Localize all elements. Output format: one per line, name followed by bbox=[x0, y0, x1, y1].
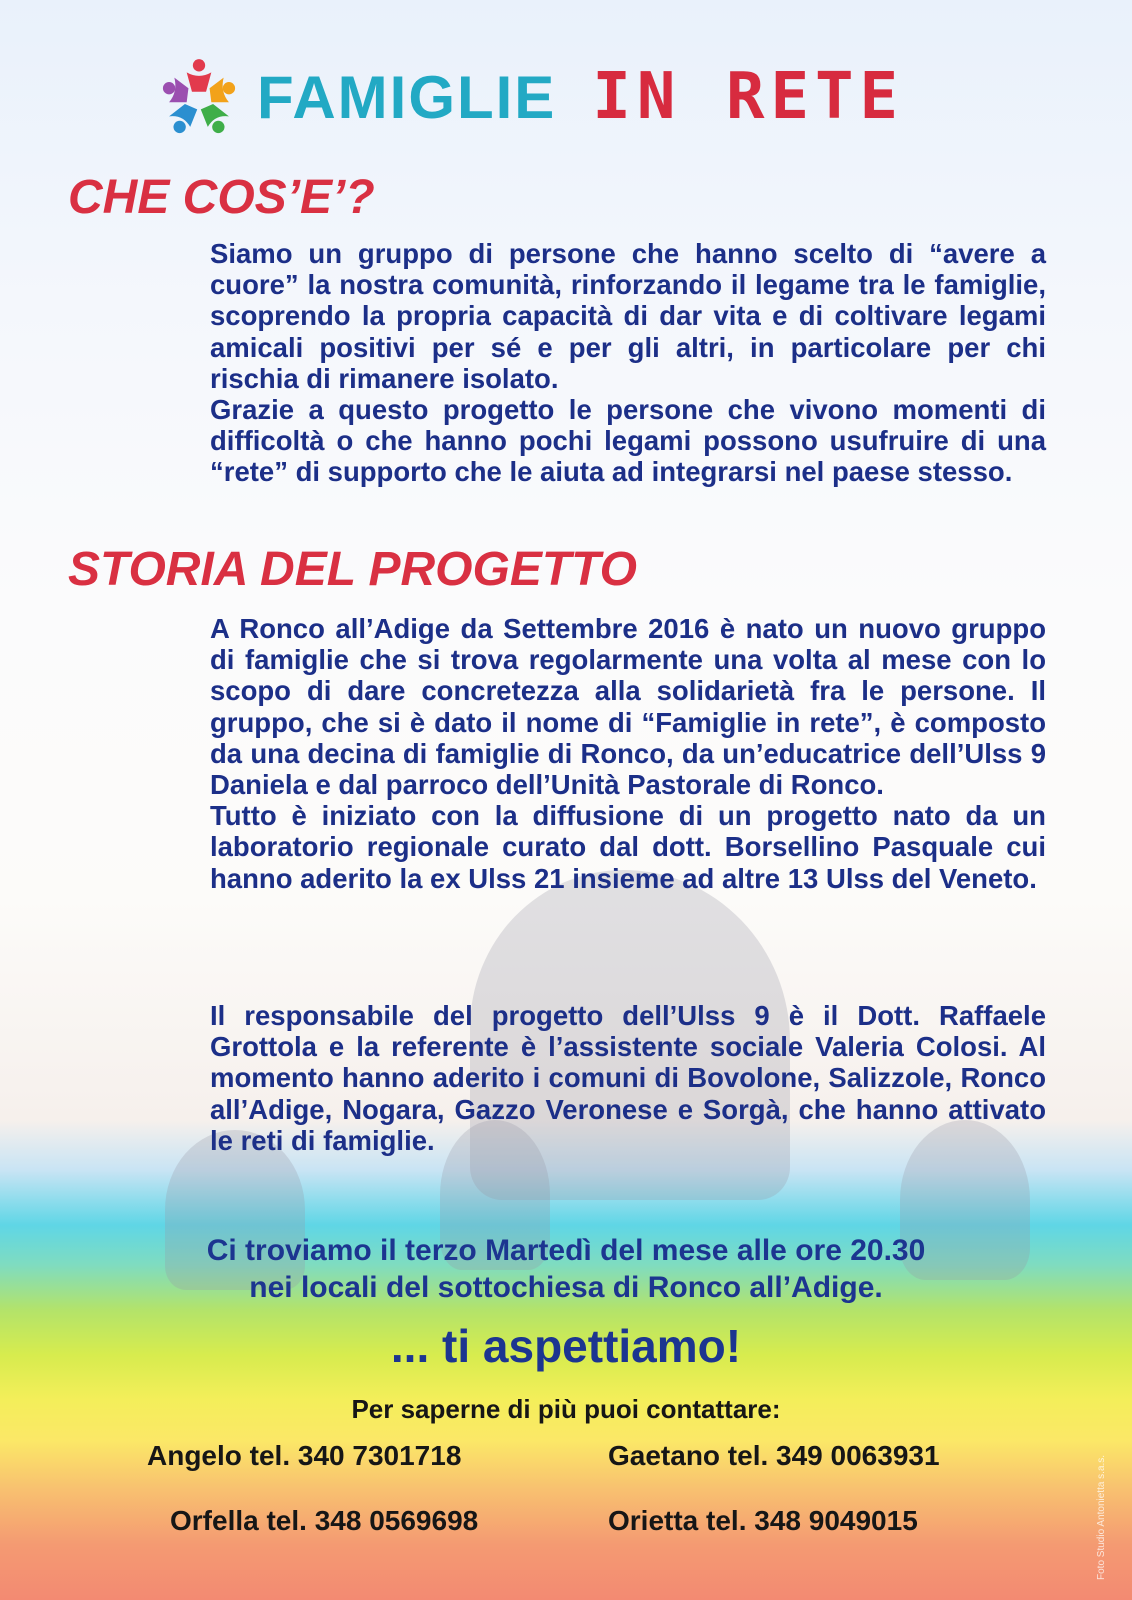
brand-name-in-rete: IN RETE bbox=[592, 60, 905, 134]
brand-header bbox=[155, 52, 975, 142]
section-body-storia bbox=[210, 613, 1046, 894]
section-heading-che-cose: CHE COS’E’? bbox=[68, 171, 375, 224]
contacts-title: Per saperne di più puoi contattare: bbox=[351, 1394, 781, 1424]
contact-orietta: Orietta tel. 348 9049015 bbox=[608, 1505, 918, 1536]
contact-orfella: Orfella tel. 348 0569698 bbox=[170, 1505, 479, 1536]
paragraph: Grazie a questo progetto le persone che vivono momenti di difficoltà o che hanno pochi legami possono usufruire di una “rete” di supporto che le aiuta ad integrarsi nel paese stesso. bbox=[210, 394, 1046, 488]
meeting-invite: ... ti aspettiamo! bbox=[390, 1320, 742, 1372]
contact-gaetano: Gaetano tel. 349 0063931 bbox=[608, 1440, 940, 1471]
paragraph: Tutto è iniziato con la diffusione di un progetto nato da un laboratorio regionale curato dal dott. Borsellino Pasquale cui hanno aderito la ex Ulss 21 insieme ad altre 13 Ulss del Veneto. bbox=[210, 800, 1046, 894]
paragraph: Siamo un gruppo di persone che hanno scelto di “avere a cuore” la nostra comunità, rinforzando il legame tra le famiglie, scoprendo la propria capacità di dar vita e di coltivare legami amicali positivi per sé e per gli altri, in particolare per chi rischia di rimanere isolato. bbox=[210, 238, 1046, 394]
contact-angelo: Angelo tel. 340 7301718 bbox=[147, 1440, 462, 1471]
paragraph: A Ronco all’Adige da Settembre 2016 è nato un nuovo gruppo di famiglie che si trova regolarmente una volta al mese con lo scopo di dare concretezza alla solidarietà fra le persone. Il gruppo, che si è dato il nome di “Famiglie in rete”, è composto da una decina di famiglie di Ronco, da un’educatrice dell’Ulss 9 Daniela e dal parroco dell’Unità Pastorale di Ronco. bbox=[210, 613, 1046, 801]
people-circle-logo-icon bbox=[155, 53, 243, 141]
section-body-che-cose bbox=[210, 238, 1046, 488]
section-heading-storia: STORIA DEL PROGETTO bbox=[68, 543, 637, 596]
meeting-line: Ci troviamo il terzo Martedì del mese alle ore 20.30 bbox=[206, 1234, 926, 1267]
photo-credit: Foto Studio Antonietta s.a.s. bbox=[1096, 1454, 1107, 1580]
meeting-line: nei locali del sottochiesa di Ronco all’Adige. bbox=[249, 1271, 883, 1304]
brand-name-famiglie: FAMIGLIE bbox=[257, 63, 557, 131]
paragraph: Il responsabile del progetto dell’Ulss 9 è il Dott. Raffaele Grottola e la referente è l’assistente sociale Valeria Colosi. Al momento hanno aderito i comuni di Bovolone, Salizzole, Ronco all’Adige, Nogara, Gazzo Veronese e Sorgà, che hanno attivato le reti di famiglie. bbox=[210, 1000, 1046, 1156]
section-body-storia-responsabili bbox=[210, 1000, 1046, 1156]
